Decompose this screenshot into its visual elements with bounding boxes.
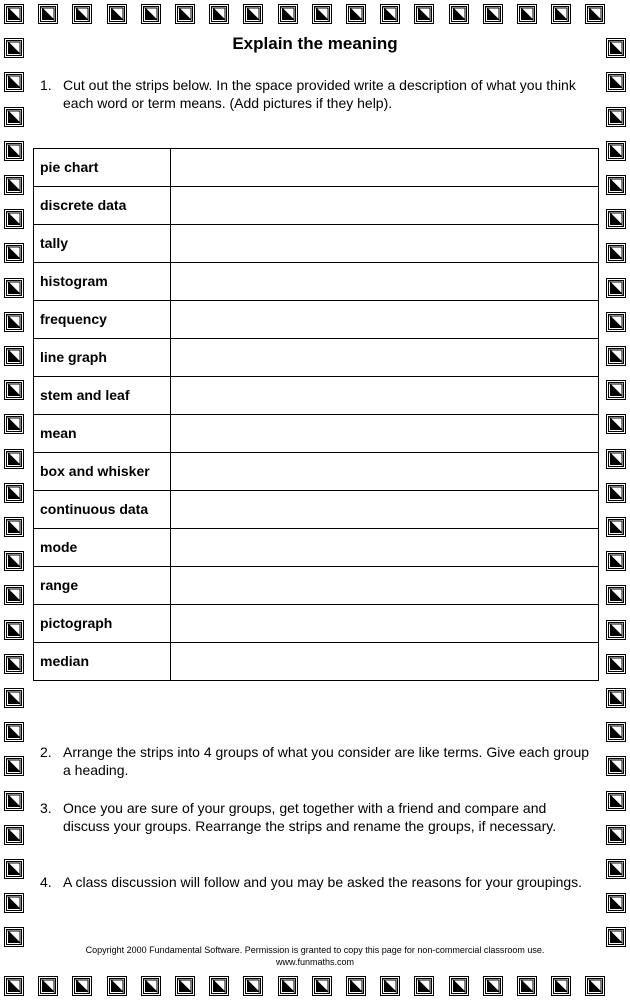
triangle-frame-icon [4,791,24,811]
term-label: line graph [34,339,171,377]
description-space [171,263,599,301]
term-label: median [34,643,171,681]
triangle-frame-icon [4,209,24,229]
description-space [171,567,599,605]
triangle-frame-icon [606,859,626,879]
description-space [171,529,599,567]
instruction-text: Arrange the strips into 4 groups of what you consider are like terms. Give each group a heading. [63,744,590,778]
triangle-frame-icon [4,585,24,605]
triangle-frame-icon [414,976,434,996]
triangle-frame-icon [4,976,24,996]
instruction-number: 3. [40,800,52,816]
term-strip [34,643,599,681]
instruction-text: A class discussion will follow and you may be asked the reasons for your groupings. [63,874,583,890]
term-label: discrete data [34,187,171,225]
triangle-frame-icon [4,654,24,674]
triangle-frame-icon [346,4,366,24]
triangle-frame-icon [38,976,58,996]
triangle-frame-icon [606,722,626,742]
triangle-frame-icon [606,551,626,571]
term-label: continuous data [34,491,171,529]
triangle-frame-icon [606,825,626,845]
triangle-frame-icon [4,688,24,708]
triangle-frame-icon [4,483,24,503]
triangle-frame-icon [606,243,626,263]
triangle-frame-icon [209,4,229,24]
triangle-frame-icon [606,278,626,298]
triangle-frame-icon [606,72,626,92]
description-space [171,415,599,453]
triangle-frame-icon [175,976,195,996]
instruction-number: 1. [40,77,52,93]
triangle-frame-icon [72,976,92,996]
term-strip [34,225,599,263]
triangle-frame-icon [380,976,400,996]
triangle-frame-icon [107,976,127,996]
triangle-frame-icon [4,517,24,537]
triangle-frame-icon [4,756,24,776]
triangle-frame-icon [606,893,626,913]
triangle-frame-icon [4,107,24,127]
triangle-frame-icon [606,620,626,640]
triangle-frame-icon [175,4,195,24]
triangle-frame-icon [141,976,161,996]
triangle-frame-icon [4,414,24,434]
term-label: stem and leaf [34,377,171,415]
triangle-frame-icon [517,4,537,24]
triangle-frame-icon [243,4,263,24]
triangle-frame-icon [4,825,24,845]
triangle-frame-icon [606,688,626,708]
term-strip [34,491,599,529]
triangle-frame-icon [551,976,571,996]
triangle-frame-icon [585,4,605,24]
triangle-frame-icon [606,483,626,503]
description-space [171,187,599,225]
triangle-frame-icon [4,72,24,92]
triangle-frame-icon [606,141,626,161]
triangle-frame-icon [606,449,626,469]
term-strip [34,149,599,187]
triangle-frame-icon [4,620,24,640]
triangle-frame-icon [4,4,24,24]
triangle-frame-icon [72,4,92,24]
triangle-frame-icon [606,585,626,605]
triangle-frame-icon [606,312,626,332]
term-label: mode [34,529,171,567]
triangle-frame-icon [4,893,24,913]
page-title: Explain the meaning [232,34,398,53]
description-space [171,149,599,187]
triangle-frame-icon [4,278,24,298]
description-space [171,225,599,263]
term-label: tally [34,225,171,263]
term-strip [34,301,599,339]
triangle-frame-icon [209,976,229,996]
instruction-text: Once you are sure of your groups, get together with a friend and compare and discuss your groups. Rearrange the strips and rename the groups, if necessary. [63,800,557,834]
term-label: mean [34,415,171,453]
term-strip [34,377,599,415]
term-strip [34,263,599,301]
term-strip [34,605,599,643]
triangle-frame-icon [346,976,366,996]
term-strip [34,415,599,453]
triangle-frame-icon [517,976,537,996]
triangle-frame-icon [107,4,127,24]
triangle-frame-icon [4,175,24,195]
triangle-frame-icon [606,107,626,127]
triangle-frame-icon [606,414,626,434]
description-space [171,339,599,377]
triangle-frame-icon [141,4,161,24]
triangle-frame-icon [606,517,626,537]
triangle-frame-icon [606,654,626,674]
copyright-footer [0,944,630,968]
triangle-frame-icon [278,4,298,24]
instruction-text: Cut out the strips below. In the space provided write a description of what you think each word or term means. (Add pictures if they help). [63,77,576,111]
description-space [171,643,599,681]
description-space [171,453,599,491]
description-space [171,491,599,529]
triangle-frame-icon [4,449,24,469]
triangle-frame-icon [4,312,24,332]
instruction-number: 4. [40,874,52,890]
description-space [171,377,599,415]
triangle-frame-icon [606,175,626,195]
triangle-frame-icon [4,346,24,366]
triangle-frame-icon [4,243,24,263]
term-strip [34,187,599,225]
term-strip [34,567,599,605]
term-strip [34,339,599,377]
triangle-frame-icon [312,976,332,996]
term-label: box and whisker [34,453,171,491]
description-space [171,605,599,643]
website-url: www.funmaths.com [275,957,355,967]
triangle-frame-icon [606,756,626,776]
triangle-frame-icon [606,791,626,811]
triangle-frame-icon [4,380,24,400]
triangle-frame-icon [414,4,434,24]
triangle-frame-icon [278,976,298,996]
triangle-frame-icon [483,976,503,996]
copyright-text: Copyright 2000 Fundamental Software. Permission is granted to copy this page for non-commercial classroom use. [85,945,545,955]
triangle-frame-icon [4,551,24,571]
triangle-frame-icon [38,4,58,24]
triangle-frame-icon [4,722,24,742]
term-label: pictograph [34,605,171,643]
terms-table [33,148,599,681]
triangle-frame-icon [4,859,24,879]
triangle-frame-icon [4,141,24,161]
triangle-frame-icon [606,380,626,400]
triangle-frame-icon [449,4,469,24]
term-strip [34,453,599,491]
triangle-frame-icon [312,4,332,24]
triangle-frame-icon [551,4,571,24]
triangle-frame-icon [449,976,469,996]
triangle-frame-icon [606,209,626,229]
triangle-frame-icon [606,346,626,366]
term-label: range [34,567,171,605]
triangle-frame-icon [380,4,400,24]
triangle-frame-icon [483,4,503,24]
description-space [171,301,599,339]
term-label: pie chart [34,149,171,187]
triangle-frame-icon [243,976,263,996]
triangle-frame-icon [585,976,605,996]
instruction-number: 2. [40,744,52,760]
term-strip [34,529,599,567]
term-label: histogram [34,263,171,301]
term-label: frequency [34,301,171,339]
